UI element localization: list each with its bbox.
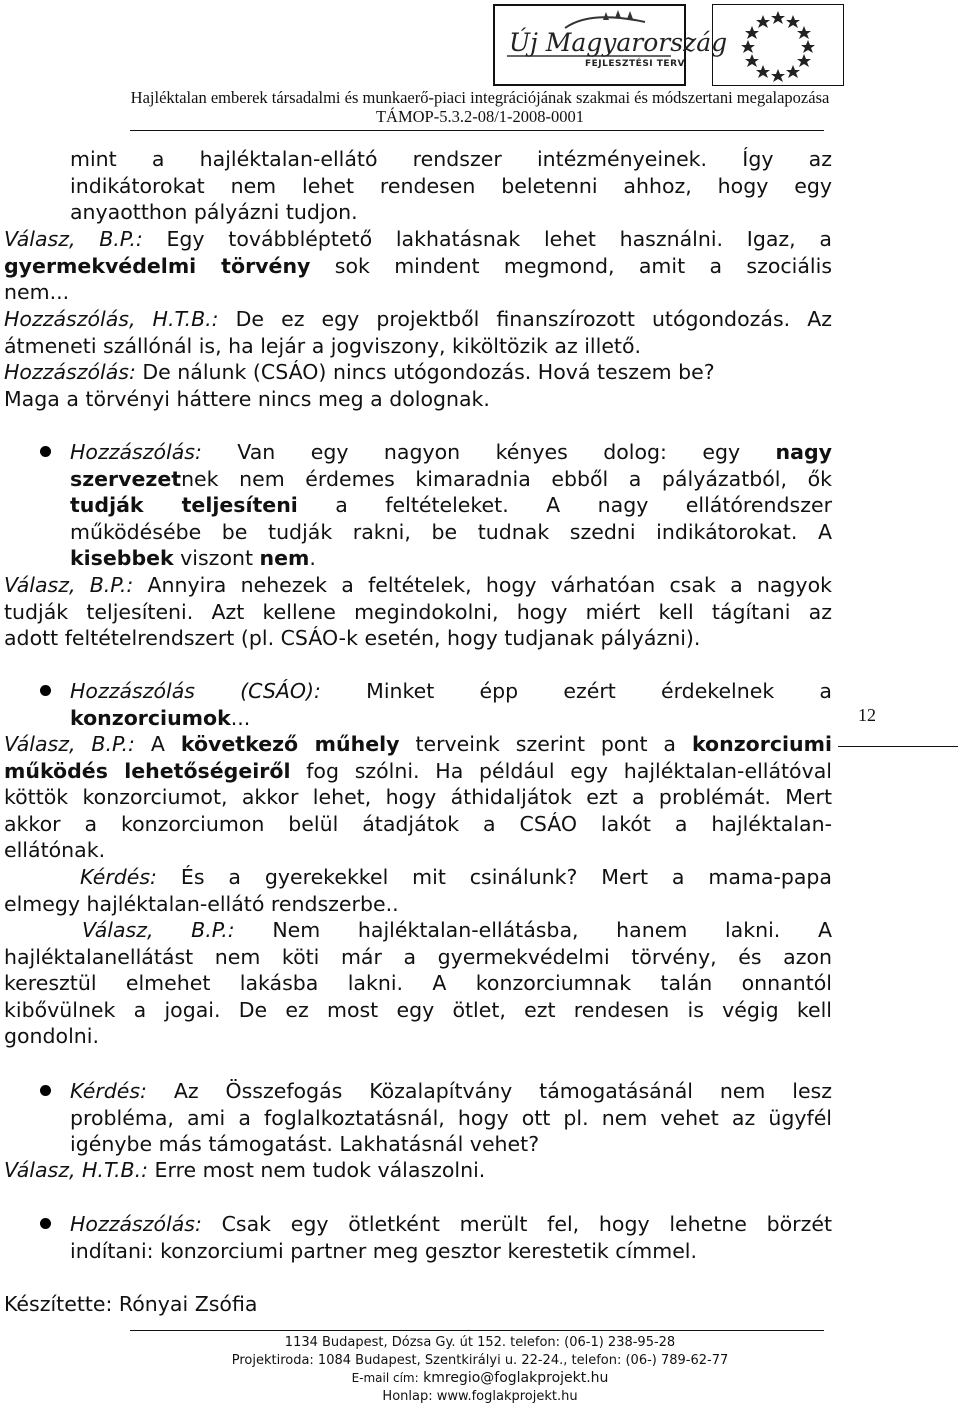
logo-subtitle: FEJLESZTÉSI TERV bbox=[585, 59, 685, 69]
bullet-icon bbox=[40, 685, 51, 696]
project-code: TÁMOP-5.3.2-08/1-2008-0001 bbox=[375, 107, 585, 126]
author-line: Készítette: Rónyai Zsófia bbox=[4, 1292, 258, 1316]
text-line: kibővülnek a jogai. De ez most egy ötlet, ezt rendesen is végig kell bbox=[4, 997, 832, 1022]
paragraph-continuation bbox=[70, 146, 832, 226]
answer-paragraph: Válasz, B.P.: A következő műhely terveink szerint pont a konzorciumi működés lehetőségeiről fog szólni. Ha például egy hajléktalan-ellátóval köttök konzorciumot, akkor lehet, hogy áthidaljátok ezt a problémát. Mert akkor a konzorciumon belül átadjátok a CSÁO lakót a hajléktalan- ellátónak. bbox=[4, 732, 832, 862]
text-line: indikátorokat nem lehet rendesen beletenni ahhoz, hogy egy bbox=[70, 173, 832, 198]
footer-office: Projektiroda: 1084 Budapest, Szentkirályi u. 22-24., telefon: (06-) 789-62-77 bbox=[231, 1353, 729, 1368]
email-link[interactable]: kmregio@foglakprojekt.hu bbox=[418, 1370, 609, 1386]
uj-magyarorszag-logo bbox=[493, 4, 728, 86]
text-line: adott feltételrendszert (pl. CSÁO-k esetén, hogy tudjanak pályázni). bbox=[4, 626, 701, 650]
question-paragraph: Kérdés: És a gyerekekkel mit csinálunk? Mert a mama-papa elmegy hajléktalan-ellátó rendszerbe.. bbox=[4, 865, 832, 916]
page-number-divider bbox=[838, 746, 958, 747]
speaker-label: Válasz, B.P.: bbox=[4, 227, 143, 251]
text-line: működésébe be tudják rakni, be tudnak szedni indikátorokat. A bbox=[70, 519, 832, 544]
speaker-label: Hozzászólás, H.T.B.: bbox=[4, 307, 219, 331]
speaker-label: Hozzászólás: bbox=[70, 440, 202, 464]
text-line: tudják teljesíteni. Azt kellene megindokolni, hogy miért kell tágítani az bbox=[4, 599, 832, 624]
footer-email: E-mail cím: kmregio@foglakprojekt.hu bbox=[351, 1370, 609, 1386]
speaker-label: Válasz, B.P.: bbox=[4, 732, 135, 756]
answer-paragraph: Válasz, B.P.: Annyira nehezek a feltételek, hogy várhatóan csak a nagyok tudják teljesíteni. Azt kellene megindokolni, hogy miért kell tágítani az adott feltételrendszert (pl. CSÁO-k esetén, hogy tudjanak pályázni). bbox=[4, 573, 832, 650]
text-line: mint a hajléktalan-ellátó rendszer intézményeinek. Így az bbox=[70, 147, 832, 171]
speaker-label: Kérdés: bbox=[80, 865, 157, 889]
page-number: 12 bbox=[858, 705, 876, 725]
text-line: köttök konzorciumot, akkor lehet, hogy áthidaljátok ezt a problémát. Mert bbox=[4, 785, 832, 809]
text-line: probléma, ami a foglalkoztatásnál, hogy ott pl. nem vehet az ügyfél bbox=[70, 1105, 832, 1130]
footer-website: Honlap: www.foglakprojekt.hu bbox=[382, 1389, 578, 1404]
speaker-label: Hozzászólás (CSÁO): bbox=[70, 679, 321, 703]
text-line: hajléktalanellátást nem köti már a gyermekvédelmi törvény, és azon bbox=[4, 944, 832, 969]
text-line: igénybe más támogatást. Lakhatásnál vehet? bbox=[70, 1132, 540, 1156]
comment-paragraph: Hozzászólás, H.T.B.: De ez egy projektből finanszírozott utógondozás. Az átmeneti szállónál is, ha lejár a jogviszony, kiköltözik az illető. bbox=[4, 307, 832, 358]
project-title: Hajléktalan emberek társadalmi és munkaerő-piaci integrációjának szakmai és módszertani megalapozása bbox=[130, 88, 830, 107]
speaker-label: Válasz, H.T.B.: bbox=[4, 1158, 149, 1182]
eu-flag-icon bbox=[712, 4, 844, 86]
bullet-icon bbox=[40, 1218, 51, 1229]
text-line: átmeneti szállónál is, ha lejár a jogviszony, kiköltözik az illető. bbox=[4, 333, 642, 358]
speaker-label: Válasz, B.P.: bbox=[82, 918, 235, 942]
text-line: elmegy hajléktalan-ellátó rendszerbe.. bbox=[4, 891, 399, 916]
answer-paragraph: Válasz, H.T.B.: Erre most nem tudok válaszolni. bbox=[4, 1158, 486, 1182]
text-line: indítani: konzorciumi partner meg gesztor kerestetik címmel. bbox=[70, 1238, 698, 1263]
footer-divider bbox=[130, 1330, 824, 1331]
bullet-comment: Hozzászólás (CSÁO): Minket épp ezért érdekelnek a konzorciumok... bbox=[70, 679, 832, 730]
text-line: gondolni. bbox=[4, 1024, 100, 1048]
text-line: anyaotthon pályázni tudjon. bbox=[70, 200, 358, 224]
logo-text: Új Magyarország bbox=[509, 28, 728, 57]
speaker-label: Kérdés: bbox=[70, 1079, 147, 1103]
text-line: keresztül elmehet lakásba lakni. A konzorciumnak talán onnantól bbox=[4, 971, 832, 995]
answer-paragraph: Válasz, B.P.: Nem hajléktalan-ellátásba, hanem lakni. A hajléktalanellátást nem köti már a gyermekvédelmi törvény, és azon keresztül elmehet lakásba lakni. A konzorciumnak talán onnantól kibővülnek a jogai. De ez most egy ötlet, ezt rendesen is végig kell gondolni. bbox=[4, 918, 832, 1048]
text-line: akkor a konzorciumon belül átadjátok a CSÁO lakót a hajléktalan- bbox=[4, 811, 832, 836]
website-link[interactable]: www.foglakprojekt.hu bbox=[432, 1389, 578, 1404]
bullet-icon bbox=[40, 446, 51, 457]
bullet-question: Kérdés: Az Összefogás Közalapítvány támogatásánál nem lesz probléma, ami a foglalkoztatásnál, hogy ott pl. nem vehet az ügyfél igénybe más támogatást. Lakhatásnál vehet? bbox=[70, 1079, 832, 1156]
speaker-label: Válasz, B.P.: bbox=[4, 573, 134, 597]
comment-paragraph: Hozzászólás: De nálunk (CSÁO) nincs utógondozás. Hová teszem be? Maga a törvényi háttere nincs meg a dolognak. bbox=[4, 359, 832, 412]
speaker-label: Hozzászólás: bbox=[70, 1212, 202, 1236]
footer-address: 1134 Budapest, Dózsa Gy. út 152. telefon: (06-1) 238-95-28 bbox=[284, 1335, 676, 1350]
text-line: ellátónak. bbox=[4, 838, 106, 862]
bullet-icon bbox=[40, 1085, 51, 1096]
speaker-label: Hozzászólás: bbox=[4, 360, 136, 384]
header-divider bbox=[130, 130, 824, 131]
bullet-comment: Hozzászólás: Van egy nagyon kényes dolog: egy nagy szervezetnek nem érdemes kimaradnia ebből a pályázatból, ők tudják teljesíteni a feltételeket. A nagy ellátórendszer működésébe be tudják rakni, be tudnak szedni indikátorokat. A kisebbek viszont nem. bbox=[70, 440, 832, 570]
bullet-comment: Hozzászólás: Csak egy ötletként merült fel, hogy lehetne börzét indítani: konzorciumi partner meg gesztor kerestetik címmel. bbox=[70, 1212, 832, 1263]
text-line: Maga a törvényi háttere nincs meg a dolognak. bbox=[4, 386, 490, 411]
text-line: nem... bbox=[4, 280, 70, 304]
answer-paragraph: Válasz, B.P.: Egy továbbléptető lakhatásnak lehet használni. Igaz, a gyermekvédelmi törvény sok mindent megmond, amit a szociális nem... bbox=[4, 227, 832, 304]
